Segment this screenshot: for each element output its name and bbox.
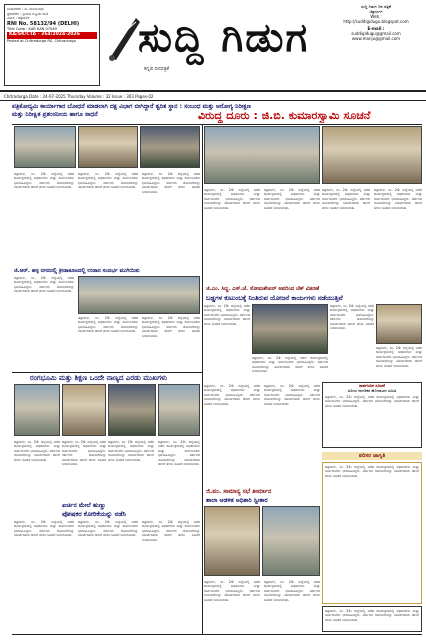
page-bottom-rule <box>12 634 422 635</box>
dateline: Chitradurga Date : 24-07-2025 Thursday Volume : 32 Issue : 303 Pages-02 <box>0 92 426 101</box>
news-photo <box>252 304 328 354</box>
masthead <box>0 0 426 92</box>
address-line: ವಿಳಾಸ : ಚಿತ್ರದುರ್ಗ <box>7 16 30 21</box>
article-column: ಚಿತ್ರದುರ್ಗ, ಜು. 24: ಜಿಲ್ಲೆಯಲ್ಲಿ ನಡೆದ ಕಾರ್ಯಕ್ರಮದಲ್ಲಿ ಅಧಿಕಾರಿಗಳು ಮತ್ತು ಸಾರ್ವಜನಿಕರು ಭಾಗವಹಿಸಿದ್ದರು. ಸರ್ಕಾರದ ಯೋಜನೆಗಳನ್ನು ಸಮರ್ಪಕವಾಗಿ ಜಾರಿಗೆ ತರಲು ಸೂಚನೆ ನೀಡಲಾಯಿತು. <box>252 356 328 374</box>
article-column: ಚಿತ್ರದುರ್ಗ, ಜು. 24: ಜಿಲ್ಲೆಯಲ್ಲಿ ನಡೆದ ಕಾರ್ಯಕ್ರಮದಲ್ಲಿ ಅಧಿಕಾರಿಗಳು ಮತ್ತು ಸಾರ್ವಜನಿಕರು ಭಾಗವಹಿಸಿದ್ದರು. ಸರ್ಕಾರದ ಯೋಜನೆಗಳನ್ನು ಸಮರ್ಪಕವಾಗಿ ಜಾರಿಗೆ ತರಲು ಸೂಚನೆ ನೀಡಲಾಯಿತು. <box>374 188 422 210</box>
article-column: ಚಿತ್ರದುರ್ಗ, ಜು. 24: ಜಿಲ್ಲೆಯಲ್ಲಿ ನಡೆದ ಕಾರ್ಯಕ್ರಮದಲ್ಲಿ ಅಧಿಕಾರಿಗಳು ಮತ್ತು ಸಾರ್ವಜನಿಕರು ಭಾಗವಹಿಸಿದ್ದರು. ಸರ್ಕಾರದ ಯೋಜನೆಗಳನ್ನು ಸಮರ್ಪಕವಾಗಿ ಜಾರಿಗೆ ತರಲು ಸೂಚನೆ ನೀಡಲಾಯಿತು. <box>14 520 74 538</box>
news-photo <box>14 384 60 436</box>
advertisement <box>322 606 422 632</box>
section-headline: ಜಿ.ಎಂ. ಸಿದ್ಧ. ಎಸ್.ಜೆ. ಸೋಮಶೇಖರ್ ಅವರಿಂದ ಚೆಕ್ ವಿತರಣೆ <box>206 286 320 292</box>
lead-kicker: ಪತ್ರಿಕೋದ್ಯಮಿ ಕಾರ್ಯಾಗಾರ ಬೋಧನೆ ಮಾಡಲಾಗಿ ದಕ್ಷ ವಿಭಾಗ ಬೀಗಿದ್ದಾರೆ ತ್ವರಿತ ಸ್ಥಾನ : ಸಂಬಂಧ ಮತ್ತು ಆರೋಗ್ಯ ನಿರೀಕ್ಷಣ <box>12 103 251 110</box>
article-column: ಚಿತ್ರದುರ್ಗ, ಜು. 24: ಜಿಲ್ಲೆಯಲ್ಲಿ ನಡೆದ ಕಾರ್ಯಕ್ರಮದಲ್ಲಿ ಅಧಿಕಾರಿಗಳು ಮತ್ತು ಸಾರ್ವಜನಿಕರು ಭಾಗವಹಿಸಿದ್ದರು. ಸರ್ಕಾರದ ಯೋಜನೆಗಳನ್ನು ಸಮರ್ಪಕವಾಗಿ ಜಾರಿಗೆ ತರಲು ಸೂಚನೆ ನೀಡಲಾಯಿತು. <box>14 276 74 294</box>
article-column: ಚಿತ್ರದುರ್ಗ, ಜು. 24: ಜಿಲ್ಲೆಯಲ್ಲಿ ನಡೆದ ಕಾರ್ಯಕ್ರಮದಲ್ಲಿ ಅಧಿಕಾರಿಗಳು ಮತ್ತು ಸಾರ್ವಜನಿಕರು ಭಾಗವಹಿಸಿದ್ದರು. ಸರ್ಕಾರದ ಯೋಜನೆಗಳನ್ನು ಸಮರ್ಪಕವಾಗಿ ಜಾರಿಗೆ ತರಲು ಸೂಚನೆ ನೀಡಲಾಯಿತು. <box>78 520 138 538</box>
contact-line: ಸುದ್ದಿ ಗಿಡುಗ ದಿನ ಪತ್ರಿಕೆ <box>361 4 391 9</box>
section-divider <box>12 372 202 373</box>
news-photo <box>14 126 76 168</box>
section-headline: ರಂಗಭೂಮಿ ಮತ್ತು ಶಿಕ್ಷಣ ಒಂದೇ ನಾಣ್ಯದ ಎರಡು ಮುಖಗಳು <box>30 374 168 382</box>
notice-body: ಚಿತ್ರದುರ್ಗ, ಜು. 24: ಜಿಲ್ಲೆಯಲ್ಲಿ ನಡೆದ ಕಾರ್ಯಕ್ರಮದಲ್ಲಿ ಅಧಿಕಾರಿಗಳು ಮತ್ತು ಸಾರ್ವಜನಿಕರು ಭಾಗವಹಿಸಿದ್ದರು. ಸರ್ಕಾರದ ಯೋಜನೆಗಳನ್ನು ಸಮರ್ಪಕವಾಗಿ ಜಾರಿಗೆ ತರಲು ಸೂಚನೆ ನೀಡಲಾಯಿತು. <box>325 395 419 408</box>
email-label: E-mail : <box>367 26 385 31</box>
article-column: ಚಿತ್ರದುರ್ಗ, ಜು. 24: ಜಿಲ್ಲೆಯಲ್ಲಿ ನಡೆದ ಕಾರ್ಯಕ್ರಮದಲ್ಲಿ ಅಧಿಕಾರಿಗಳು ಮತ್ತು ಸಾರ್ವಜನಿಕರು ಭಾಗವಹಿಸಿದ್ದರು. ಸರ್ಕಾರದ ಯೋಜನೆಗಳನ್ನು ಸಮರ್ಪಕವಾಗಿ ಜಾರಿಗೆ ತರಲು ಸೂಚನೆ ನೀಡಲಾಯಿತು. <box>264 188 320 210</box>
article-column: ಚಿತ್ರದುರ್ಗ, ಜು. 24: ಜಿಲ್ಲೆಯಲ್ಲಿ ನಡೆದ ಕಾರ್ಯಕ್ರಮದಲ್ಲಿ ಅಧಿಕಾರಿಗಳು ಮತ್ತು ಸಾರ್ವಜನಿಕರು ಭಾಗವಹಿಸಿದ್ದರು. ಸರ್ಕಾರದ ಯೋಜನೆಗಳನ್ನು ಸಮರ್ಪಕವಾಗಿ ಜಾರಿಗೆ ತರಲು ಸೂಚನೆ ನೀಡಲಾಯಿತು. <box>330 304 374 331</box>
article-column: ಚಿತ್ರದುರ್ಗ, ಜು. 24: ಜಿಲ್ಲೆಯಲ್ಲಿ ನಡೆದ ಕಾರ್ಯಕ್ರಮದಲ್ಲಿ ಅಧಿಕಾರಿಗಳು ಮತ್ತು ಸಾರ್ವಜನಿಕರು ಭಾಗವಹಿಸಿದ್ದರು. ಸರ್ಕಾರದ ಯೋಜನೆಗಳನ್ನು ಸಮರ್ಪಕವಾಗಿ ಜಾರಿಗೆ ತರಲು ಸೂಚನೆ ನೀಡಲಾಯಿತು. <box>78 316 138 334</box>
website-link[interactable]: http://suddigidugu.blogspot.com <box>343 19 409 24</box>
quill-pen-icon <box>106 14 142 62</box>
web-label: Web : <box>370 14 382 19</box>
section-headline: ಪೋಷಕರ ಕೋರಿಕೆಯನ್ನು ನಡೆಸಿ <box>62 510 126 518</box>
rni-number: RNI No. 58132/94 (DELHI) <box>7 20 80 27</box>
section-headline: ಬಡ್ಡಗಳ ಕುಟುಂಬಕ್ಕೆ ನಿಂತಿರುವ ಯೋಜನೆ ಕಾರ್ಯಗಳು ನಡೆಯುತ್ತಿವೆ <box>206 294 343 302</box>
news-photo <box>140 126 200 168</box>
article-column: ಚಿತ್ರದುರ್ಗ, ಜು. 24: ಜಿಲ್ಲೆಯಲ್ಲಿ ನಡೆದ ಕಾರ್ಯಕ್ರಮದಲ್ಲಿ ಅಧಿಕಾರಿಗಳು ಮತ್ತು ಸಾರ್ವಜನಿಕರು ಭಾಗವಹಿಸಿದ್ದರು. ಸರ್ಕಾರದ ಯೋಜನೆಗಳನ್ನು ಸಮರ್ಪಕವಾಗಿ ಜಾರಿಗೆ ತರಲು ಸೂಚನೆ ನೀಡಲಾಯಿತು. <box>108 440 154 462</box>
section-headline: ಶಾಲಾ ಆಡಳಿತ ಅಧಿಕಾರಿ ಸ್ವೀಕಾರ <box>206 497 268 504</box>
feature-box-heading: ಪರಿಸರ ಜಾಗೃತಿ <box>322 452 422 460</box>
notice-line: ಹಿರಿಯ ನಾಗರಿಕರ ಹೋರಾಟದ ಸಮಿತಿ <box>347 388 397 393</box>
registration-box <box>4 4 100 86</box>
title-code: Title Code : KAR KAN 07049 <box>7 26 57 31</box>
news-photo <box>78 126 138 168</box>
article-column: ಚಿತ್ರದುರ್ಗ, ಜು. 24: ಜಿಲ್ಲೆಯಲ್ಲಿ ನಡೆದ ಕಾರ್ಯಕ್ರಮದಲ್ಲಿ ಅಧಿಕಾರಿಗಳು ಮತ್ತು ಸಾರ್ವಜನಿಕರು ಭಾಗವಹಿಸಿದ್ದರು. ಸರ್ಕಾರದ ಯೋಜನೆಗಳನ್ನು ಸಮರ್ಪಕವಾಗಿ ಜಾರಿಗೆ ತರಲು ಸೂಚನೆ ನೀಡಲಾಯಿತು. <box>14 172 74 190</box>
news-photo <box>262 506 320 576</box>
editor-line: ಸಂಪಾದಕರು : ಬಿ. ಮಂಜುನಾಥ <box>7 7 44 11</box>
article-column: ಚಿತ್ರದುರ್ಗ, ಜು. 24: ಜಿಲ್ಲೆಯಲ್ಲಿ ನಡೆದ ಕಾರ್ಯಕ್ರಮದಲ್ಲಿ ಅಧಿಕಾರಿಗಳು ಮತ್ತು ಸಾರ್ವಜನಿಕರು ಭಾಗವಹಿಸಿದ್ದರು. ಸರ್ಕಾರದ ಯೋಜನೆಗಳನ್ನು ಸಮರ್ಪಕವಾಗಿ ಜಾರಿಗೆ ತರಲು ಸೂಚನೆ ನೀಡಲಾಯಿತು. <box>142 172 200 194</box>
news-photo <box>204 506 260 576</box>
email-link[interactable]: suddigidugu@gmail.com <box>351 31 401 36</box>
column-divider <box>202 124 203 634</box>
news-photo <box>204 126 320 184</box>
article-column: ಚಿತ್ರದುರ್ಗ, ಜು. 24: ಜಿಲ್ಲೆಯಲ್ಲಿ ನಡೆದ ಕಾರ್ಯಕ್ರಮದಲ್ಲಿ ಅಧಿಕಾರಿಗಳು ಮತ್ತು ಸಾರ್ವಜನಿಕರು ಭಾಗವಹಿಸಿದ್ದರು. ಸರ್ಕಾರದ ಯೋಜನೆಗಳನ್ನು ಸಮರ್ಪಕವಾಗಿ ಜಾರಿಗೆ ತರಲು ಸೂಚನೆ ನೀಡಲಾಯಿತು. <box>264 384 320 406</box>
news-photo <box>108 384 156 436</box>
public-notice <box>322 382 422 448</box>
article-column: ಚಿತ್ರದುರ್ಗ, ಜು. 24: ಜಿಲ್ಲೆಯಲ್ಲಿ ನಡೆದ ಕಾರ್ಯಕ್ರಮದಲ್ಲಿ ಅಧಿಕಾರಿಗಳು ಮತ್ತು ಸಾರ್ವಜನಿಕರು ಭಾಗವಹಿಸಿದ್ದರು. ಸರ್ಕಾರದ ಯೋಜನೆಗಳನ್ನು ಸಮರ್ಪಕವಾಗಿ ಜಾರಿಗೆ ತರಲು ಸೂಚನೆ ನೀಡಲಾಯಿತು. <box>376 346 422 368</box>
tagline: ಕನ್ನಡ ದಿನಪತ್ರಿಕೆ <box>144 66 170 72</box>
ad-text: ಚಿತ್ರದುರ್ಗ, ಜು. 24: ಜಿಲ್ಲೆಯಲ್ಲಿ ನಡೆದ ಕಾರ್ಯಕ್ರಮದಲ್ಲಿ ಅಧಿಕಾರಿಗಳು ಮತ್ತು ಸಾರ್ವಜನಿಕರು ಭಾಗವಹಿಸಿದ್ದರು. ಸರ್ಕಾರದ ಯೋಜನೆಗಳನ್ನು ಸಮರ್ಪಕವಾಗಿ ಜಾರಿಗೆ ತರಲು ಸೂಚನೆ ನೀಡಲಾಯಿತು. <box>325 609 419 622</box>
section-headline: ಜಿ.ಆರ್. ಹಳ್ಳ ನಗರದಲ್ಲಿ ಕ್ರೀಡಾಕೂಟದಲ್ಲಿ ಉಡಾನ ಸಂದರ್ಭ ಮುಗಿಯಿತು <box>14 268 140 274</box>
article-column: ಚಿತ್ರದುರ್ಗ, ಜು. 24: ಜಿಲ್ಲೆಯಲ್ಲಿ ನಡೆದ ಕಾರ್ಯಕ್ರಮದಲ್ಲಿ ಅಧಿಕಾರಿಗಳು ಮತ್ತು ಸಾರ್ವಜನಿಕರು ಭಾಗವಹಿಸಿದ್ದರು. ಸರ್ಕಾರದ ಯೋಜನೆಗಳನ್ನು ಸಮರ್ಪಕವಾಗಿ ಜಾರಿಗೆ ತರಲು ಸೂಚನೆ ನೀಡಲಾಯಿತು. <box>78 172 138 190</box>
article-column: ಚಿತ್ರದುರ್ಗ, ಜು. 24: ಜಿಲ್ಲೆಯಲ್ಲಿ ನಡೆದ ಕಾರ್ಯಕ್ರಮದಲ್ಲಿ ಅಧಿಕಾರಿಗಳು ಮತ್ತು ಸಾರ್ವಜನಿಕರು ಭಾಗವಹಿಸಿದ್ದರು. ಸರ್ಕಾರದ ಯೋಜನೆಗಳನ್ನು ಸಮರ್ಪಕವಾಗಿ ಜಾರಿಗೆ ತರಲು ಸೂಚನೆ ನೀಡಲಾಯಿತು. <box>142 520 200 542</box>
article-column: ಚಿತ್ರದುರ್ಗ, ಜು. 24: ಜಿಲ್ಲೆಯಲ್ಲಿ ನಡೆದ ಕಾರ್ಯಕ್ರಮದಲ್ಲಿ ಅಧಿಕಾರಿಗಳು ಮತ್ತು ಸಾರ್ವಜನಿಕರು ಭಾಗವಹಿಸಿದ್ದರು. ಸರ್ಕಾರದ ಯೋಜನೆಗಳನ್ನು ಸಮರ್ಪಕವಾಗಿ ಜಾರಿಗೆ ತರಲು ಸೂಚನೆ ನೀಡಲಾಯಿತು. <box>158 440 200 467</box>
news-photo <box>62 384 106 436</box>
contact-line: ಚಿತ್ರದುರ್ಗ <box>369 9 383 14</box>
notice-title: ಸಾರ್ವಜನಿಕ ಸೂಚನೆ <box>358 383 386 388</box>
news-photo <box>322 126 422 184</box>
article-column: ಚಿತ್ರದುರ್ಗ, ಜು. 24: ಜಿಲ್ಲೆಯಲ್ಲಿ ನಡೆದ ಕಾರ್ಯಕ್ರಮದಲ್ಲಿ ಅಧಿಕಾರಿಗಳು ಮತ್ತು ಸಾರ್ವಜನಿಕರು ಭಾಗವಹಿಸಿದ್ದರು. ಸರ್ಕಾರದ ಯೋಜನೆಗಳನ್ನು ಸಮರ್ಪಕವಾಗಿ ಜಾರಿಗೆ ತರಲು ಸೂಚನೆ ನೀಡಲಾಯಿತು. <box>62 440 106 467</box>
news-photo <box>158 384 200 436</box>
news-photo <box>78 276 200 314</box>
contact-box <box>330 4 422 86</box>
article-column: ಚಿತ್ರದುರ್ಗ, ಜು. 24: ಜಿಲ್ಲೆಯಲ್ಲಿ ನಡೆದ ಕಾರ್ಯಕ್ರಮದಲ್ಲಿ ಅಧಿಕಾರಿಗಳು ಮತ್ತು ಸಾರ್ವಜನಿಕರು ಭಾಗವಹಿಸಿದ್ದರು. ಸರ್ಕಾರದ ಯೋಜನೆಗಳನ್ನು ಸಮರ್ಪಕವಾಗಿ ಜಾರಿಗೆ ತರಲು ಸೂಚನೆ ನೀಡಲಾಯಿತು. <box>204 384 260 406</box>
lead-kicker-2: ಮತ್ತು ನಿರೀಕ್ಷಿತ ಪ್ರಶಂಸನೀಯ ಹಾಗೂ ಸಾಧನೆ <box>12 111 98 118</box>
article-column: ಚಿತ್ರದುರ್ಗ, ಜು. 24: ಜಿಲ್ಲೆಯಲ್ಲಿ ನಡೆದ ಕಾರ್ಯಕ್ರಮದಲ್ಲಿ ಅಧಿಕಾರಿಗಳು ಮತ್ತು ಸಾರ್ವಜನಿಕರು ಭಾಗವಹಿಸಿದ್ದರು. ಸರ್ಕಾರದ ಯೋಜನೆಗಳನ್ನು ಸಮರ್ಪಕವಾಗಿ ಜಾರಿಗೆ ತರಲು ಸೂಚನೆ ನೀಡಲಾಯಿತು. <box>204 188 260 210</box>
registration-number: KA/SK/CTA - 264/2024-2026 <box>7 32 97 39</box>
feature-box-body: ಚಿತ್ರದುರ್ಗ, ಜು. 24: ಜಿಲ್ಲೆಯಲ್ಲಿ ನಡೆದ ಕಾರ್ಯಕ್ರಮದಲ್ಲಿ ಅಧಿಕಾರಿಗಳು ಮತ್ತು ಸಾರ್ವಜನಿಕರು ಭಾಗವಹಿಸಿದ್ದರು. ಸರ್ಕಾರದ ಯೋಜನೆಗಳನ್ನು ಸಮರ್ಪಕವಾಗಿ ಜಾರಿಗೆ ತರಲು ಸೂಚನೆ ನೀಡಲಾಯಿತು. <box>322 462 422 604</box>
article-column: ಚಿತ್ರದುರ್ಗ, ಜು. 24: ಜಿಲ್ಲೆಯಲ್ಲಿ ನಡೆದ ಕಾರ್ಯಕ್ರಮದಲ್ಲಿ ಅಧಿಕಾರಿಗಳು ಮತ್ತು ಸಾರ್ವಜನಿಕರು ಭಾಗವಹಿಸಿದ್ದರು. ಸರ್ಕಾರದ ಯೋಜನೆಗಳನ್ನು ಸಮರ್ಪಕವಾಗಿ ಜಾರಿಗೆ ತರಲು ಸೂಚನೆ ನೀಡಲಾಯಿತು. <box>264 580 320 602</box>
publisher-line: ಪ್ರಕಾಶಕರು : ಶ್ರೀಮತಿ ಕೆ.ಪ್ರಿಯ ರಾಣಿ <box>7 11 49 16</box>
lead-headline: ವಿರುದ್ಧ ದೂರು : ಜಿ.ಬಿ. ಕುಮಾರಸ್ವಾಮಿ ಸೂಚನೆ <box>198 109 371 122</box>
newspaper-logo <box>104 6 324 78</box>
news-photo <box>376 304 422 344</box>
section-divider <box>12 124 422 125</box>
article-column: ಚಿತ್ರದುರ್ಗ, ಜು. 24: ಜಿಲ್ಲೆಯಲ್ಲಿ ನಡೆದ ಕಾರ್ಯಕ್ರಮದಲ್ಲಿ ಅಧಿಕಾರಿಗಳು ಮತ್ತು ಸಾರ್ವಜನಿಕರು ಭಾಗವಹಿಸಿದ್ದರು. ಸರ್ಕಾರದ ಯೋಜನೆಗಳನ್ನು ಸಮರ್ಪಕವಾಗಿ ಜಾರಿಗೆ ತರಲು ಸೂಚನೆ ನೀಡಲಾಯಿತು. <box>204 580 260 602</box>
newspaper-name: ಸುದ್ದಿ ಗಿಡುಗ <box>138 14 310 61</box>
section-headline: ಜಿ.ಪಂ. ಸಾಮಾನ್ಯ ಸಭೆ ತೀರ್ಮಾನ <box>206 488 272 495</box>
article-column: ಚಿತ್ರದುರ್ಗ, ಜು. 24: ಜಿಲ್ಲೆಯಲ್ಲಿ ನಡೆದ ಕಾರ್ಯಕ್ರಮದಲ್ಲಿ ಅಧಿಕಾರಿಗಳು ಮತ್ತು ಸಾರ್ವಜನಿಕರು ಭಾಗವಹಿಸಿದ್ದರು. ಸರ್ಕಾರದ ಯೋಜನೆಗಳನ್ನು ಸಮರ್ಪಕವಾಗಿ ಜಾರಿಗೆ ತರಲು ಸೂಚನೆ ನೀಡಲಾಯಿತು. <box>322 188 370 210</box>
article-column: ಚಿತ್ರದುರ್ಗ, ಜು. 24: ಜಿಲ್ಲೆಯಲ್ಲಿ ನಡೆದ ಕಾರ್ಯಕ್ರಮದಲ್ಲಿ ಅಧಿಕಾರಿಗಳು ಮತ್ತು ಸಾರ್ವಜನಿಕರು ಭಾಗವಹಿಸಿದ್ದರು. ಸರ್ಕಾರದ ಯೋಜನೆಗಳನ್ನು ಸಮರ್ಪಕವಾಗಿ ಜಾರಿಗೆ ತರಲು ಸೂಚನೆ ನೀಡಲಾಯಿತು. <box>14 440 60 462</box>
article-column: ಚಿತ್ರದುರ್ಗ, ಜು. 24: ಜಿಲ್ಲೆಯಲ್ಲಿ ನಡೆದ ಕಾರ್ಯಕ್ರಮದಲ್ಲಿ ಅಧಿಕಾರಿಗಳು ಮತ್ತು ಸಾರ್ವಜನಿಕರು ಭಾಗವಹಿಸಿದ್ದರು. ಸರ್ಕಾರದ ಯೋಜನೆಗಳನ್ನು ಸಮರ್ಪಕವಾಗಿ ಜಾರಿಗೆ ತರಲು ಸೂಚನೆ ನೀಡಲಾಯಿತು. <box>142 316 200 338</box>
section-headline: ಖರ್ಚಿನ ಮೇಲೆ ಹುಣ್ಣು <box>62 502 106 509</box>
email-link[interactable]: www.manju@gmail.com <box>351 36 401 41</box>
article-column: ಚಿತ್ರದುರ್ಗ, ಜು. 24: ಜಿಲ್ಲೆಯಲ್ಲಿ ನಡೆದ ಕಾರ್ಯಕ್ರಮದಲ್ಲಿ ಅಧಿಕಾರಿಗಳು ಮತ್ತು ಸಾರ್ವಜನಿಕರು ಭಾಗವಹಿಸಿದ್ದರು. ಸರ್ಕಾರದ ಯೋಜನೆಗಳನ್ನು ಸಮರ್ಪಕವಾಗಿ ಜಾರಿಗೆ ತರಲು ಸೂಚನೆ ನೀಡಲಾಯಿತು. <box>204 304 250 326</box>
posted-at: Posted at Chitradurga RS, Chitradurga <box>7 38 76 43</box>
